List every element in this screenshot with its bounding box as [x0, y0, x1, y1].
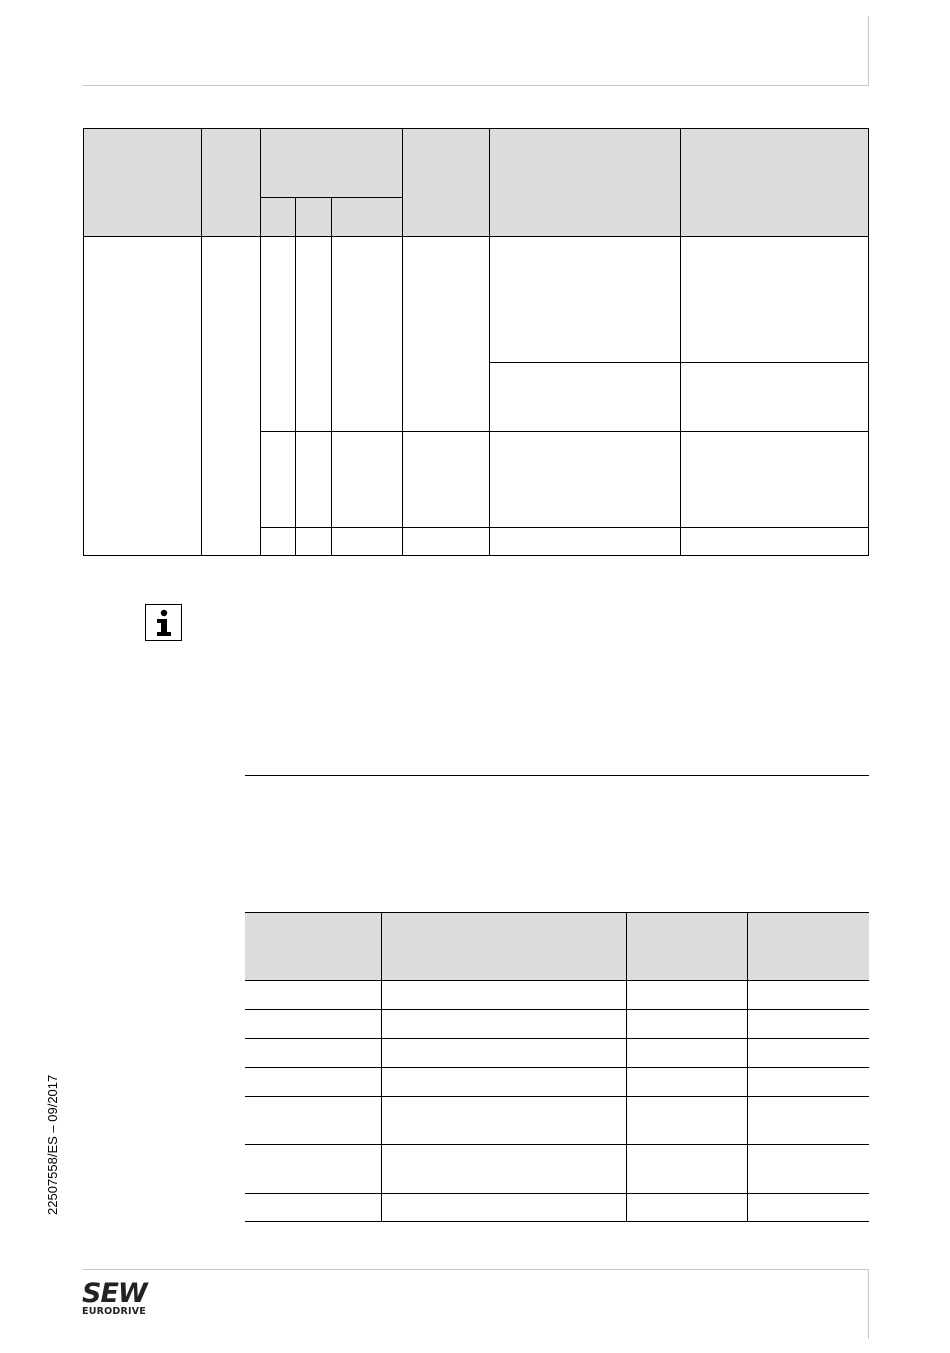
document-reference: 22507558/ES – 09/2017	[45, 1074, 60, 1215]
footer-margin-rule	[868, 1269, 869, 1339]
lower-table	[245, 912, 869, 1222]
section-separator	[245, 775, 869, 776]
logo-eurodrive-text: EURODRIVE	[82, 1306, 146, 1317]
header-margin-rule	[868, 16, 869, 86]
upper-table	[83, 128, 869, 556]
logo-sew-text: SEW	[82, 1278, 147, 1309]
header-rule	[83, 85, 869, 86]
lower-table-header	[245, 912, 869, 980]
sew-eurodrive-logo	[82, 1278, 154, 1322]
info-icon	[145, 604, 182, 641]
footer-rule	[83, 1269, 869, 1270]
